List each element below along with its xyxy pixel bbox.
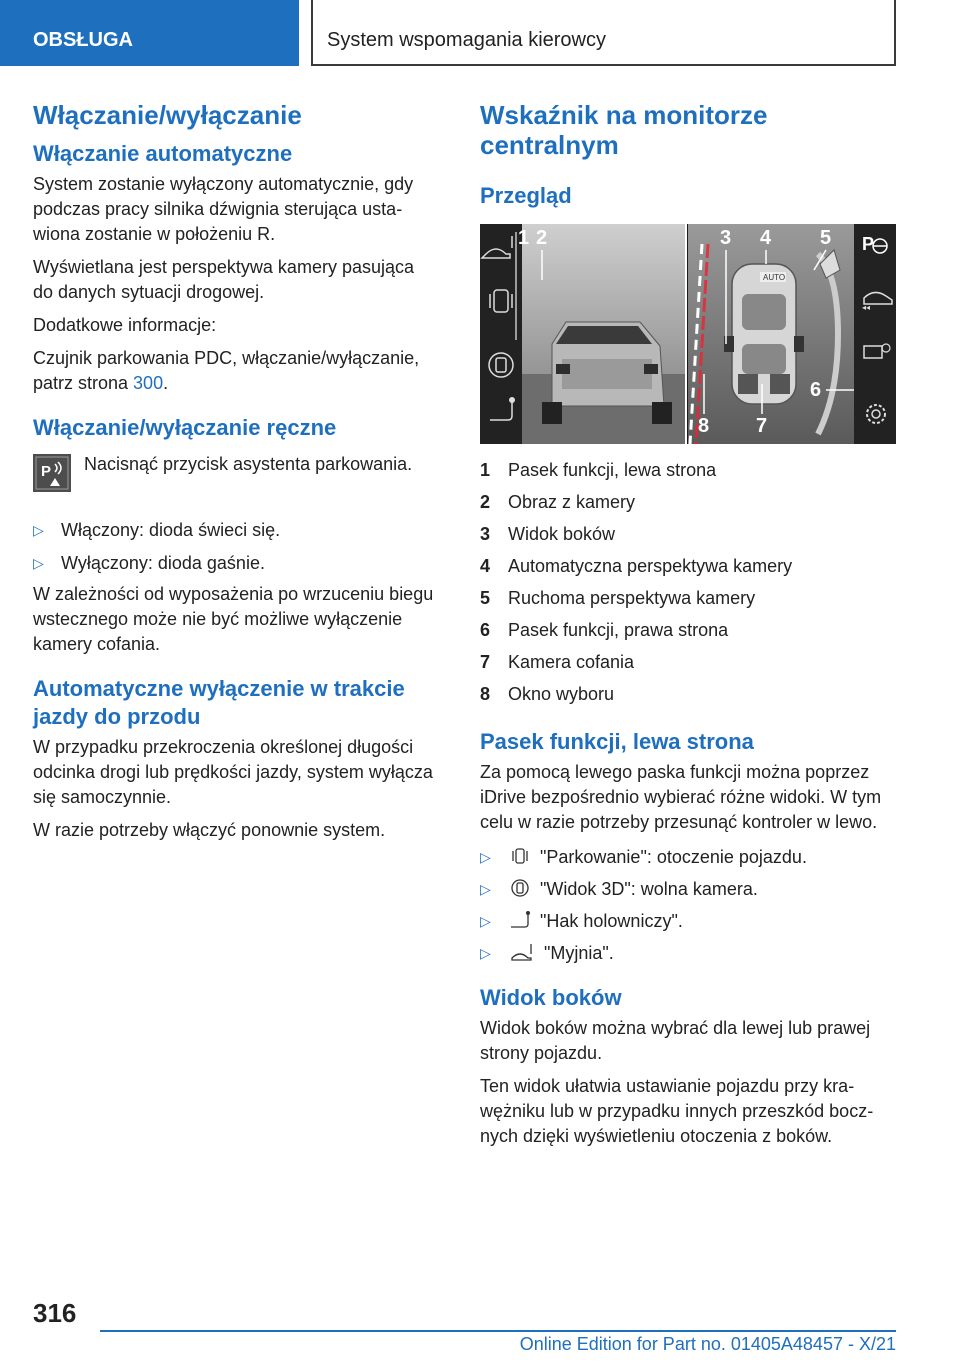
bullet-triangle-icon: ▷ <box>480 881 491 897</box>
parking-icon <box>508 846 532 866</box>
monitor-figure <box>480 224 896 444</box>
footer-edition: Online Edition for Part no. 01405A48457 - X/21 <box>519 1334 896 1354</box>
paragraph-manual-2: W zależności od wyposażenia po wrzuceniu biegu wstecznego może nie być możliwe wyłączenie kamery cofania. <box>33 584 434 654</box>
paragraph-auto-1: System zostanie wyłączony automatycznie, gdy podczas pracy silnika dźwignia sterująca ustawiona zostanie w położeniu R. <box>33 174 414 244</box>
legend-text: Automatyczna perspektywa kamery <box>508 556 793 576</box>
bullet-wash-text: "Myjnia". <box>544 943 614 963</box>
car-wash-icon <box>508 942 536 962</box>
bullet-parking <box>480 845 896 870</box>
legend-text: Pasek funkcji, lewa strona <box>508 460 717 480</box>
heading-left-bar: Pasek funkcji, lewa strona <box>480 729 754 754</box>
legend-text: Ruchoma perspektywa kamery <box>508 588 756 608</box>
bullet-triangle-icon: ▷ <box>480 913 491 929</box>
paragraph-side-1: Widok boków można wybrać dla lewej lub prawej strony pojazdu. <box>480 1018 871 1063</box>
legend-number: 2 <box>480 492 491 512</box>
bullet-3d-text: "Widok 3D": wolna kamera. <box>540 879 758 899</box>
bullet-on-text: Włączony: dioda świeci się. <box>61 520 281 540</box>
bullet-off <box>33 551 438 576</box>
callout-1: 1 <box>518 227 530 249</box>
legend-text: Widok boków <box>508 524 616 544</box>
view-3d-icon <box>508 878 532 898</box>
bullet-tow-text: "Hak holowniczy". <box>540 911 683 931</box>
page-link-300[interactable]: 300 <box>133 373 164 393</box>
paragraph-left-bar: Za pomocą lewego paska funkcji można poprzez iDrive bezpośrednio wybierać różne widoki. W tym celu w razie potrzeby przesunąć kontroler w lewo. <box>480 762 882 832</box>
legend-text: Kamera cofania <box>508 652 635 672</box>
auto-badge: AUTO <box>763 273 786 282</box>
callout-4: 4 <box>760 227 772 249</box>
right-column <box>480 100 896 1149</box>
legend-text: Pasek funkcji, prawa strona <box>508 620 729 640</box>
heading-monitor: Wskaźnik na monitorze centralnym <box>480 100 768 160</box>
page-header <box>0 0 960 66</box>
bullet-triangle-icon: ▷ <box>480 945 491 961</box>
paragraph-auto-2: Wyświetlana jest perspektywa kamery pasująca do danych sytuacji drogowej. <box>33 257 414 302</box>
callout-2: 2 <box>536 227 548 249</box>
heading-overview: Przegląd <box>480 183 572 208</box>
paragraph-auto-4 <box>33 346 438 396</box>
legend-number: 1 <box>480 460 491 480</box>
left-column <box>33 100 438 843</box>
paragraph-auto-4-text: Czujnik parkowania PDC, włączanie/wyłączanie, patrz strona <box>33 348 420 393</box>
paragraph-manual: Nacisnąć przycisk asystenta parkowania. <box>84 454 413 474</box>
legend-item <box>480 518 896 550</box>
legend-item <box>480 678 896 710</box>
bullet-off-text: Wyłączony: dioda gaśnie. <box>61 553 265 573</box>
paragraph-side-2: Ten widok ułatwia ustawianie pojazdu przy krawężniku lub w przypadku innych przeszkód bocznych dzięki wyświetleniu otoczenia z boków. <box>480 1076 874 1146</box>
heading-auto-off: Automatyczne wyłączenie w trakcie jazdy do przodu <box>33 676 405 729</box>
bullet-triangle-icon: ▷ <box>33 555 44 571</box>
legend-number: 6 <box>480 620 491 640</box>
bullet-triangle-icon: ▷ <box>33 522 44 538</box>
legend-number: 5 <box>480 588 491 608</box>
legend-text: Obraz z kamery <box>508 492 636 512</box>
legend-number: 4 <box>480 556 491 576</box>
legend-item <box>480 646 896 678</box>
tow-hook-icon <box>508 910 532 930</box>
legend-number: 3 <box>480 524 491 544</box>
bullet-parking-text: "Parkowanie": otoczenie pojazdu. <box>540 847 807 867</box>
legend-item <box>480 550 896 582</box>
callout-3: 3 <box>720 227 732 249</box>
heading-side-view: Widok boków <box>480 985 622 1010</box>
parking-p-label: P <box>862 234 875 254</box>
callout-7: 7 <box>756 415 768 437</box>
svg-text:◂◂: ◂◂ <box>862 303 871 312</box>
callout-5: 5 <box>820 227 832 249</box>
heading-manual: Włączanie/wyłączanie ręczne <box>33 415 337 440</box>
paragraph-auto-4-end: . <box>163 373 169 393</box>
legend-item <box>480 582 896 614</box>
top-view-car <box>724 264 804 404</box>
legend-text: Okno wyboru <box>508 684 615 704</box>
chapter-title: System wspomagania kierowcy <box>311 0 896 66</box>
figure-legend <box>480 454 896 710</box>
bullet-triangle-icon: ▷ <box>480 849 491 865</box>
legend-item <box>480 614 896 646</box>
bullet-3d <box>480 877 896 902</box>
bullet-on <box>33 518 438 543</box>
svg-text:P: P <box>41 463 52 480</box>
callout-6: 6 <box>810 379 822 401</box>
bullet-tow <box>480 909 896 934</box>
legend-number: 8 <box>480 684 491 704</box>
callout-8: 8 <box>698 415 710 437</box>
park-assist-button-icon <box>33 454 71 492</box>
legend-number: 7 <box>480 652 491 672</box>
paragraph-auto-3: Dodatkowe informacje: <box>33 315 217 335</box>
page-number: 316 <box>33 1298 77 1328</box>
manual-row <box>33 452 438 508</box>
paragraph-off-2: W razie potrzeby włączyć ponownie system. <box>33 820 386 840</box>
section-tab: OBSŁUGA <box>0 0 299 66</box>
legend-item <box>480 486 896 518</box>
bullet-wash <box>480 941 896 966</box>
heading-on-off: Włączanie/wyłączanie <box>33 100 302 130</box>
footer-rule <box>100 1330 896 1332</box>
monitor-figure-svg <box>480 224 896 444</box>
heading-auto-on: Włączanie automatyczne <box>33 141 293 166</box>
legend-item <box>480 454 896 486</box>
paragraph-off-1: W przypadku przekroczenia określonej długości odcinka drogi lub prędkości jazdy, system wyłącza się samoczynnie. <box>33 737 433 807</box>
